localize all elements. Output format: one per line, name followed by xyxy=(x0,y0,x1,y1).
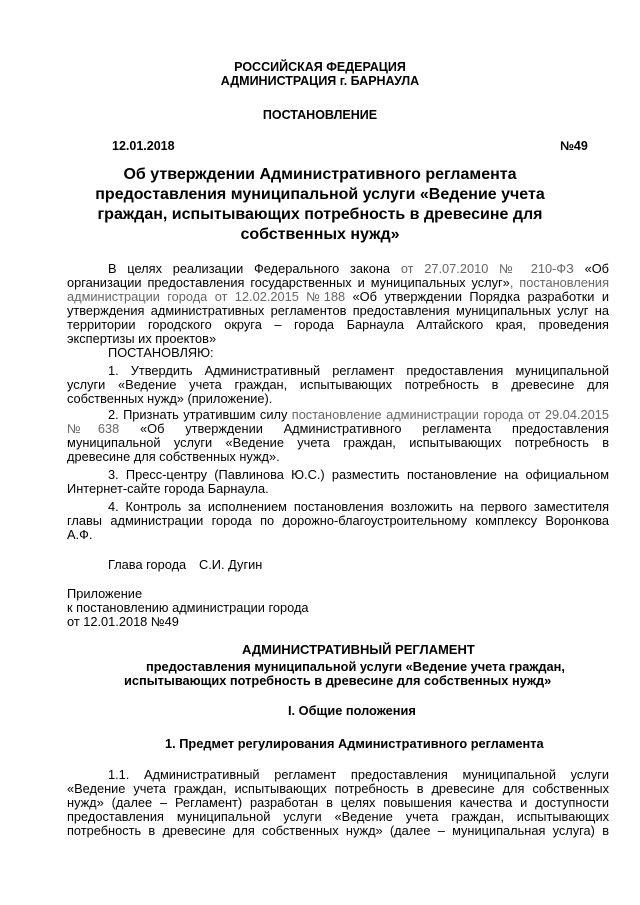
item-1-line: услуги «Ведение учета граждан, испытывающих потребность в древесине для xyxy=(67,377,609,392)
preamble-line: В целях реализации Федерального закона от 27.07.2010 № 210-ФЗ «Об xyxy=(108,261,609,276)
preamble-line: организации предоставления государственных и муниципальных услуг», постановления xyxy=(67,275,609,290)
header-administration: АДМИНИСТРАЦИЯ г. БАРНАУЛА xyxy=(220,74,420,88)
title-line-4: собственных нужд» xyxy=(240,226,400,243)
doc-type: ПОСТАНОВЛЕНИЕ xyxy=(262,108,378,122)
paragraph-line: нужд» (далее – Регламент) разработан в целях повышения качества и доступности xyxy=(67,795,609,810)
item-3-line: Интернет-сайте города Барнаула. xyxy=(67,481,269,496)
doc-date: 12.01.2018 xyxy=(112,139,175,153)
item-2-line: №638 «Об утверждении Административного регламента предоставления xyxy=(67,421,609,436)
preamble-line: экспертизы их проектов» xyxy=(67,331,217,346)
paragraph-line: «Ведение учета граждан, испытывающих потребность в древесине для собственных xyxy=(67,781,609,796)
decree-word: ПОСТАНОВЛЯЮ: xyxy=(108,345,214,360)
item-1-line: собственных нужд» (приложение). xyxy=(67,391,273,406)
paragraph-line: 1.1. Административный регламент предоставления муниципальной услуги xyxy=(108,767,609,782)
paragraph-line: предоставления муниципальной услуги «Ведение учета граждан, испытывающих xyxy=(67,809,609,824)
appendix-line: от 12.01.2018 №49 xyxy=(67,614,179,629)
doc-number: №49 xyxy=(560,139,588,153)
appendix-line: Приложение xyxy=(67,586,143,601)
regulation-subtitle: испытывающих потребность в древесине для собственных нужд» xyxy=(124,673,552,688)
appendix-line: к постановлению администрации города xyxy=(67,600,309,615)
preamble-line: территории городского округа – города Барнаула Алтайского края, проведения xyxy=(67,317,609,332)
section-heading: I. Общие положения xyxy=(288,703,416,718)
title-line-1: Об утверждении Административного регламента xyxy=(123,166,517,183)
title-line-2: предоставления муниципальной услуги «Ведение учета xyxy=(95,186,545,203)
item-3-line: 3. Пресс-центру (Павлинова Ю.С.) разместить постановление на официальном xyxy=(108,467,609,482)
item-4-line: главы администрации города по дорожно-благоустроительному комплексу Воронкова xyxy=(67,513,609,528)
title-line-3: граждан, испытывающих потребность в древесине для xyxy=(97,206,543,223)
item-2-line: муниципальной услуги «Ведение учета граждан, испытывающих потребность в xyxy=(67,435,609,450)
signature-position: Глава города xyxy=(108,557,187,572)
regulation-title: АДМИНИСТРАТИВНЫЙ РЕГЛАМЕНТ xyxy=(242,642,475,657)
subsection-heading: 1. Предмет регулирования Административного регламента xyxy=(165,736,544,751)
preamble-line: администрации города от 12.02.2015 №188 «Об утверждении Порядка разработки и xyxy=(67,289,609,304)
header-country: РОССИЙСКАЯ ФЕДЕРАЦИЯ xyxy=(234,60,406,74)
item-2-line: древесине для собственных нужд». xyxy=(67,449,280,464)
item-4-line: А.Ф. xyxy=(67,527,93,542)
preamble-line: утверждения административных регламентов предоставления муниципальных услуг на xyxy=(67,303,609,318)
item-4-line: 4. Контроль за исполнением постановления возложить на первого заместителя xyxy=(108,499,609,514)
item-2-line: 2. Признать утратившим силу постановление администрации города от 29.04.2015 xyxy=(108,407,609,422)
signature-name: С.И. Дугин xyxy=(199,557,263,572)
regulation-subtitle: предоставления муниципальной услуги «Ведение учета граждан, xyxy=(146,659,565,674)
paragraph-line: потребность в древесине для собственных нужд» (далее – муниципальная услуга) в xyxy=(67,823,609,838)
item-1-line: 1. Утвердить Административный регламент предоставления муниципальной xyxy=(108,363,609,378)
